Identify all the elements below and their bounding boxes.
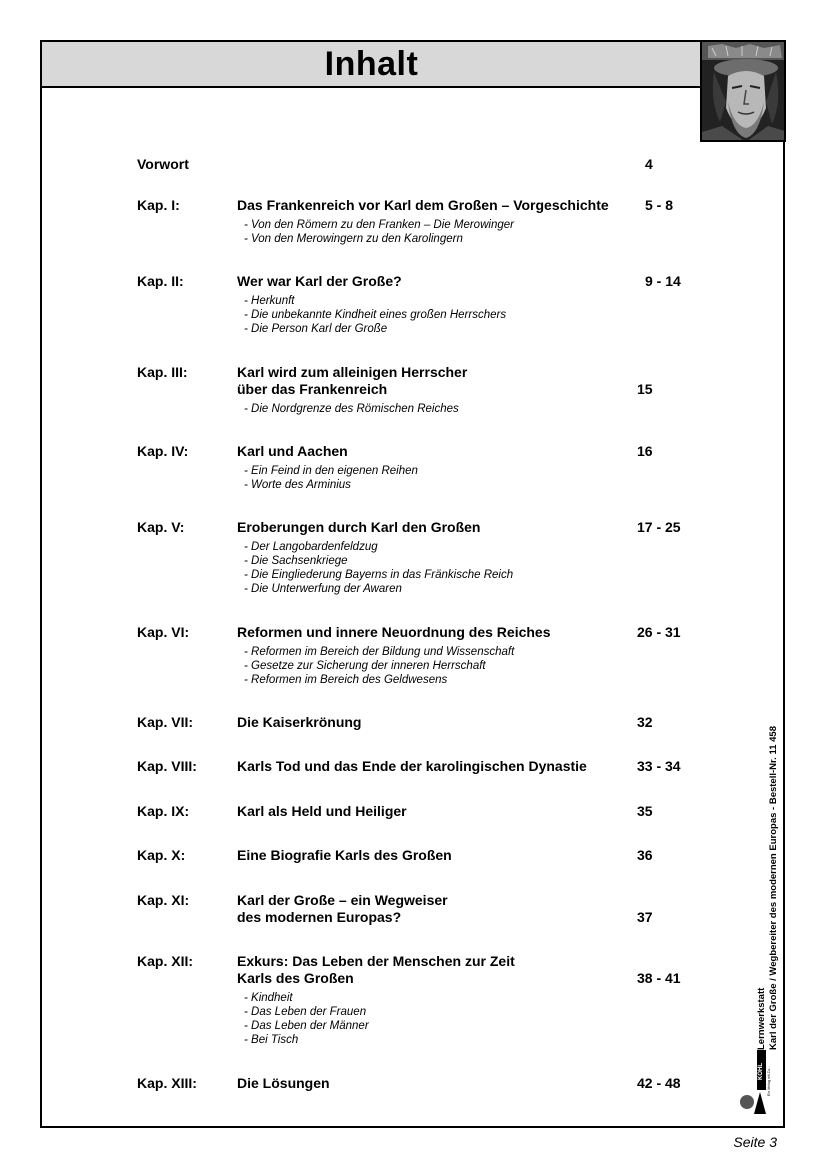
- toc-pages: 5 - 8: [645, 197, 674, 213]
- toc-subtopic: - Herkunft: [244, 295, 295, 307]
- toc-subtopic: - Die Nordgrenze des Römischen Reiches: [244, 403, 459, 415]
- toc-subtopic: - Von den Römern zu den Franken – Die Merowinger: [244, 219, 514, 231]
- toc-chapter-label: Kap. II:: [137, 273, 184, 289]
- title-bar: [40, 40, 703, 88]
- toc-chapter-label: Kap. IV:: [137, 443, 189, 459]
- toc-subtopic: - Die Unterwerfung der Awaren: [244, 583, 402, 595]
- logo-tagline: Ein Verlag mit Zu...: [767, 1066, 771, 1096]
- toc-pages: 4: [645, 156, 653, 172]
- toc-pages: 33 - 34: [637, 758, 681, 774]
- toc-subtopic: - Die unbekannte Kindheit eines großen Herrschers: [244, 309, 507, 321]
- portrait-icon: [702, 42, 786, 142]
- toc-subtopic: - Von den Merowingern zu den Karolingern: [244, 233, 463, 245]
- toc-title: Die Kaiserkrönung: [237, 714, 362, 730]
- toc-title: des modernen Europas?: [237, 909, 402, 925]
- toc-title: Vorwort: [137, 156, 189, 172]
- toc-subtopic: - Kindheit: [244, 992, 293, 1004]
- toc-title: Wer war Karl der Große?: [237, 273, 402, 289]
- toc-chapter-label: Kap. V:: [137, 519, 185, 535]
- toc-subtopic: - Reformen im Bereich des Geldwesens: [244, 674, 448, 686]
- toc-chapter-label: Kap. IX:: [137, 803, 190, 819]
- toc-chapter-label: Kap. VI:: [137, 624, 190, 640]
- toc-subtopic: - Worte des Arminius: [244, 479, 351, 491]
- toc-subtopic: - Die Person Karl der Große: [244, 323, 388, 335]
- toc-title: Karl wird zum alleinigen Herrscher: [237, 364, 468, 380]
- logo-brand: KOHL: [758, 1063, 764, 1080]
- toc-title: Eroberungen durch Karl den Großen: [237, 519, 481, 535]
- toc-chapter-label: Kap. I:: [137, 197, 180, 213]
- toc-chapter-label: Kap. VIII:: [137, 758, 197, 774]
- toc-title: über das Frankenreich: [237, 381, 388, 397]
- toc-chapter-label: Kap. XIII:: [137, 1075, 197, 1091]
- toc-subtopic: - Die Sachsenkriege: [244, 555, 348, 567]
- toc-title: Reformen und innere Neuordnung des Reiches: [237, 624, 551, 640]
- toc-subtopic: - Das Leben der Männer: [244, 1020, 369, 1032]
- toc-pages: 16: [637, 443, 653, 459]
- toc-subtopic: - Der Langobardenfeldzug: [244, 541, 378, 553]
- toc-subtopic: - Die Eingliederung Bayerns in das Fränkische Reich: [244, 569, 514, 581]
- toc-pages: 9 - 14: [645, 273, 681, 289]
- toc-pages: 17 - 25: [637, 519, 681, 535]
- sidebar-series: Lernwerkstatt: [756, 987, 767, 1050]
- toc-subtopic: - Bei Tisch: [244, 1034, 299, 1046]
- toc-subtopic: - Reformen im Bereich der Bildung und Wissenschaft: [244, 646, 515, 658]
- toc-title: Karl der Große – ein Wegweiser: [237, 892, 448, 908]
- toc-pages: 26 - 31: [637, 624, 681, 640]
- toc-title: Karl als Held und Heiliger: [237, 803, 407, 819]
- publisher-sidebar: [756, 690, 780, 1050]
- toc-chapter-label: Kap. X:: [137, 847, 186, 863]
- page-number: Seite 3: [733, 1134, 777, 1150]
- toc-chapter-label: Kap. XII:: [137, 953, 194, 969]
- publisher-logo: [738, 1040, 771, 1114]
- toc-pages: 15: [637, 381, 653, 397]
- toc-title: Die Lösungen: [237, 1075, 330, 1091]
- portrait-image: [700, 40, 786, 142]
- toc-subtopic: - Ein Feind in den eigenen Reihen: [244, 465, 418, 477]
- toc-title: Karls des Großen: [237, 970, 354, 986]
- toc-chapter-label: Kap. III:: [137, 364, 188, 380]
- toc-pages: 38 - 41: [637, 970, 681, 986]
- sidebar-book-info: Karl der Große / Wegbereiter des modernen Europas - Bestell-Nr. 11 458: [768, 726, 779, 1050]
- toc-chapter-label: Kap. XI:: [137, 892, 190, 908]
- toc-title: Exkurs: Das Leben der Menschen zur Zeit: [237, 953, 515, 969]
- toc-pages: 32: [637, 714, 653, 730]
- toc-pages: 35: [637, 803, 653, 819]
- toc-subtopic: - Gesetze zur Sicherung der inneren Herrschaft: [244, 660, 486, 672]
- toc-subtopic: - Das Leben der Frauen: [244, 1006, 367, 1018]
- page-title: Inhalt: [324, 44, 419, 83]
- toc-title: Eine Biografie Karls des Großen: [237, 847, 452, 863]
- toc-title: Karl und Aachen: [237, 443, 348, 459]
- toc-pages: 36: [637, 847, 653, 863]
- toc-pages: 42 - 48: [637, 1075, 681, 1091]
- toc-title: Das Frankenreich vor Karl dem Großen – Vorgeschichte: [237, 197, 609, 213]
- toc-chapter-label: Kap. VII:: [137, 714, 194, 730]
- toc-title: Karls Tod und das Ende der karolingischen Dynastie: [237, 758, 587, 774]
- toc-pages: 37: [637, 909, 653, 925]
